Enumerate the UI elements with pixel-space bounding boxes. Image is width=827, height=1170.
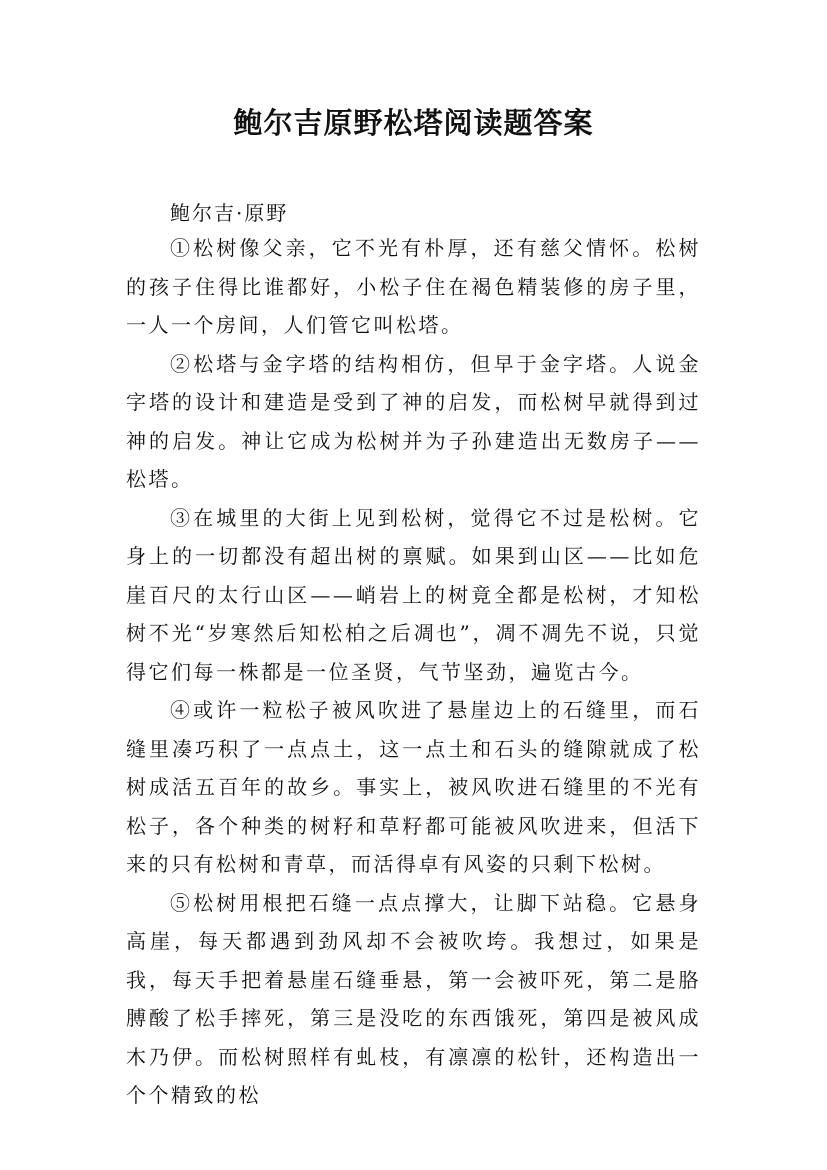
paragraph-2: ②松塔与金字塔的结构相仿，但早于金字塔。人说金字塔的设计和建造是受到了神的启发，而松树早就得到过神的启发。神让它成为松树并为子孙建造出无数房子——松塔。 <box>126 351 701 491</box>
article-body <box>126 198 701 1115</box>
document-title: 鲍尔吉原野松塔阅读题答案 <box>233 106 594 140</box>
paragraph-5: ⑤松树用根把石缝一点点撑大，让脚下站稳。它悬身高崖，每天都遇到劲风却不会被吹垮。我想过，如果是我，每天手把着悬崖石缝垂悬，第一会被吓死，第二是胳膊酸了松手摔死，第三是没吃的东西饿死，第四是被风成木乃伊。而松树照样有虬枝，有凛凛的松针，还构造出一个个精致的松 <box>126 890 701 1107</box>
author-line: 鲍尔吉·原野 <box>170 201 289 225</box>
paragraph-1: ①松树像父亲，它不光有朴厚，还有慈父情怀。松树的孩子住得比谁都好，小松子住在褐色精装修的房子里，一人一个房间，人们管它叫松塔。 <box>126 236 701 337</box>
paragraph-4: ④或许一粒松子被风吹进了悬崖边上的石缝里，而石缝里凑巧积了一点点土，这一点土和石头的缝隙就成了松树成活五百年的故乡。事实上，被风吹进石缝里的不光有松子，各个种类的树籽和草籽都可能被风吹进来，但活下来的只有松树和青草，而活得卓有风姿的只剩下松树。 <box>126 698 701 876</box>
paragraph-3: ③在城里的大街上见到松树，觉得它不过是松树。它身上的一切都没有超出树的禀赋。如果到山区——比如危崖百尺的太行山区——峭岩上的树竟全都是松树，才知松树不光“岁寒然后知松柏之后凋也”，凋不凋先不说，只觉得它们每一株都是一位圣贤，气节坚劲，遍览古今。 <box>126 505 701 684</box>
